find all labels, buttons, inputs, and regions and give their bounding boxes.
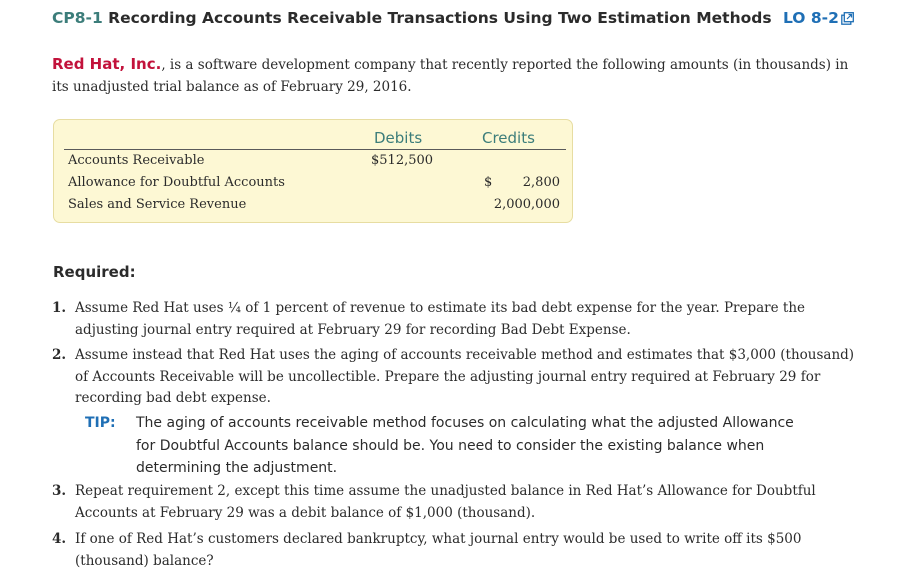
row-credit-cell: [484, 175, 560, 190]
intro-paragraph: [52, 53, 852, 98]
item-text: Assume Red Hat uses ¼ of 1 percent of revenue to estimate its bad debt expense for the year. Prepare the adjusting journal entry required at February 29 for recording Bad Debt Expense.: [75, 300, 806, 338]
row-account-name: Sales and Service Revenue: [68, 197, 247, 212]
row-account-name: Accounts Receivable: [68, 153, 205, 168]
list-item: [52, 529, 862, 572]
row-credit-value: 2,000,000: [493, 197, 560, 212]
row-debit-value: $512,500: [371, 153, 434, 168]
row-account-name: Allowance for Doubtful Accounts: [68, 175, 285, 190]
row-credit-cell: [484, 197, 560, 212]
row-credit-value: 2,800: [522, 175, 560, 190]
problem-code: CP8-1: [52, 9, 103, 27]
list-item: [52, 298, 862, 341]
debits-header: Debits: [374, 129, 423, 147]
intro-text: , is a software development company that recently reported the following amounts (in thousands) in its unadjusted trial balance as of February 29, 2016.: [52, 57, 849, 95]
item-text: Repeat requirement 2, except this time assume the unadjusted balance in Red Hat’s Allowance for Doubtful Accounts at February 29 was a debit balance of $1,000 (thousand).: [75, 483, 816, 521]
item-text: If one of Red Hat’s customers declared bankruptcy, what journal entry would be used to write off its $500 (thousand) balance?: [75, 531, 802, 569]
trial-balance-table: [53, 119, 573, 223]
external-link-icon[interactable]: [841, 11, 854, 29]
problem-title: Recording Accounts Receivable Transactions Using Two Estimation Methods: [108, 9, 772, 27]
list-item: [52, 345, 862, 410]
required-heading: Required:: [53, 263, 136, 281]
tip-box: [85, 412, 805, 480]
header-divider: [64, 149, 566, 150]
credits-header: Credits: [482, 129, 535, 147]
tip-label: TIP:: [85, 415, 116, 431]
item-number: 1.: [52, 300, 67, 316]
list-item: [52, 481, 862, 524]
item-text: Assume instead that Red Hat uses the aging of accounts receivable method and estimates that $3,000 (thousand) of Accounts Receivable will be uncollectible. Prepare the adjusting journal entry required at February 29 for recording bad debt expense.: [75, 347, 855, 406]
tip-text: The aging of accounts receivable method focuses on calculating what the adjusted Allowance for Doubtful Accounts balance should be. You need to consider the existing balance when determining the adjustment.: [136, 415, 794, 476]
item-number: 3.: [52, 483, 67, 499]
problem-header: [52, 9, 854, 29]
row-credit-symbol: $: [484, 175, 493, 190]
learning-objective-link[interactable]: LO 8-2: [782, 9, 839, 27]
item-number: 4.: [52, 531, 67, 547]
item-number: 2.: [52, 347, 67, 363]
company-name: Red Hat, Inc.: [52, 55, 162, 73]
